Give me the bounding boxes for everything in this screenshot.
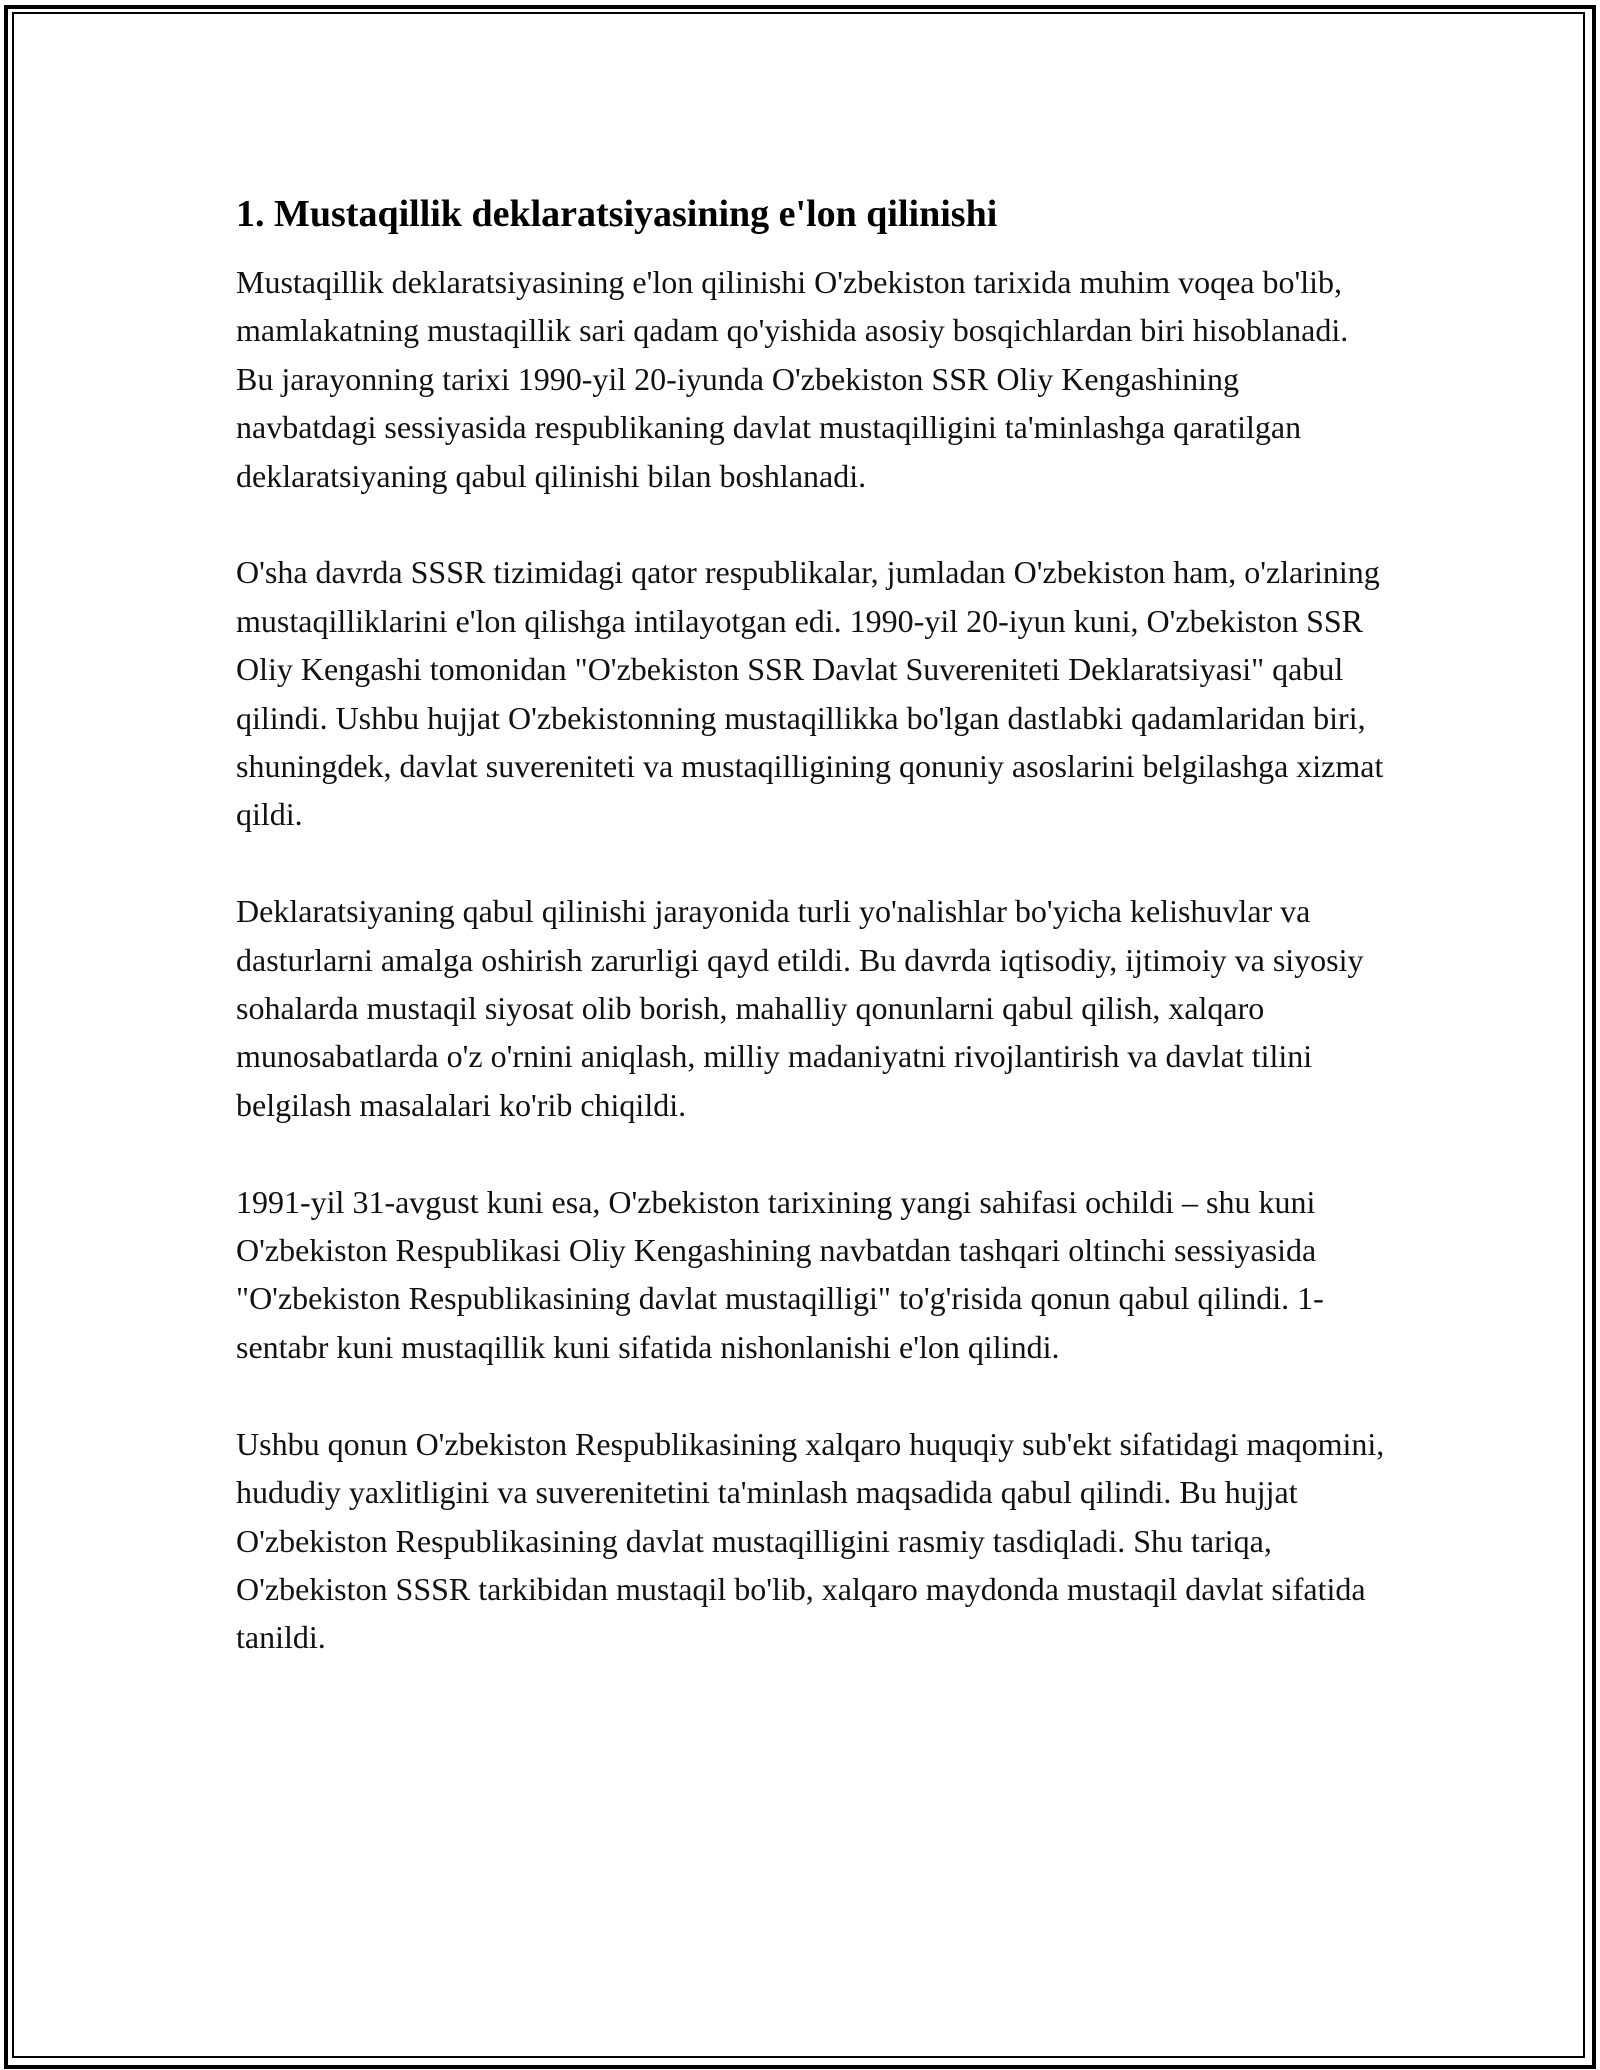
paragraph-5: Ushbu qonun O'zbekiston Respublikasining xalqaro huquqiy sub'ekt sifatidagi maqomini, hududiy yaxlitligini va suverenitetini ta'minlash maqsadida qabul qilindi. Bu hujjat O'zbekiston Respublikasining davlat mustaqilligini rasmiy tasdiqladi. Shu tariqa, O'zbekiston SSSR tarkibidan mustaqil bo'lib, xalqaro maydonda mustaqil davlat sifatida tanildi.: [236, 1425, 1385, 1656]
document-body: [236, 186, 1386, 1710]
section-heading: 1. Mustaqillik deklaratsiyasining e'lon qilinishi: [236, 193, 998, 235]
paragraph-3: Deklaratsiyaning qabul qilinishi jarayonida turli yo'nalishlar bo'yicha kelishuvlar va dasturlarni amalga oshirish zarurligi qayd etildi. Bu davrda iqtisodiy, ijtimoiy va siyosiy sohalarda mustaqil siyosat olib borish, mahalliy qonunlarni qabul qilish, xalqaro munosabatlarda o'z o'rnini aniqlash, milliy madaniyatni rivojlantirish va davlat tilini belgilash masalalari ko'rib chiqildi.: [236, 893, 1364, 1123]
paragraph-2: O'sha davrda SSSR tizimidagi qator respublikalar, jumladan O'zbekiston ham, o'zlarining mustaqilliklarini e'lon qilishga intilayotgan edi. 1990-yil 20-iyun kuni, O'zbekiston SSR Oliy Kengashi tomonidan "O'zbekiston SSR Davlat Suvereniteti Deklaratsiyasi" qabul qilindi. Ushbu hujjat O'zbekistonning mustaqillikka bo'lgan dastlabki qadamlaridan biri, shuningdek, davlat suvereniteti va mustaqilligining qonuniy asoslarini belgilashga xizmat qildi.: [236, 554, 1384, 833]
paragraph-1: Mustaqillik deklaratsiyasining e'lon qilinishi O'zbekiston tarixida muhim voqea bo'lib, mamlakatning mustaqillik sari qadam qo'yishida asosiy bosqichlardan biri hisoblanadi. Bu jarayonning tarixi 1990-yil 20-iyunda O'zbekiston SSR Oliy Kengashining navbatdagi sessiyasida respublikaning davlat mustaqilligini ta'minlashga qaratilgan deklaratsiyaning qabul qilinishi bilan boshlanadi.: [236, 264, 1349, 494]
paragraph-4: 1991-yil 31-avgust kuni esa, O'zbekiston tarixining yangi sahifasi ochildi – shu kuni O'zbekiston Respublikasi Oliy Kengashining navbatdan tashqari oltinchi sessiyasida "O'zbekiston Respublikasining davlat mustaqilligi" to'g'risida qonun qabul qilindi. 1-sentabr kuni mustaqillik kuni sifatida nishonlanishi e'lon qilindi.: [236, 1183, 1324, 1365]
